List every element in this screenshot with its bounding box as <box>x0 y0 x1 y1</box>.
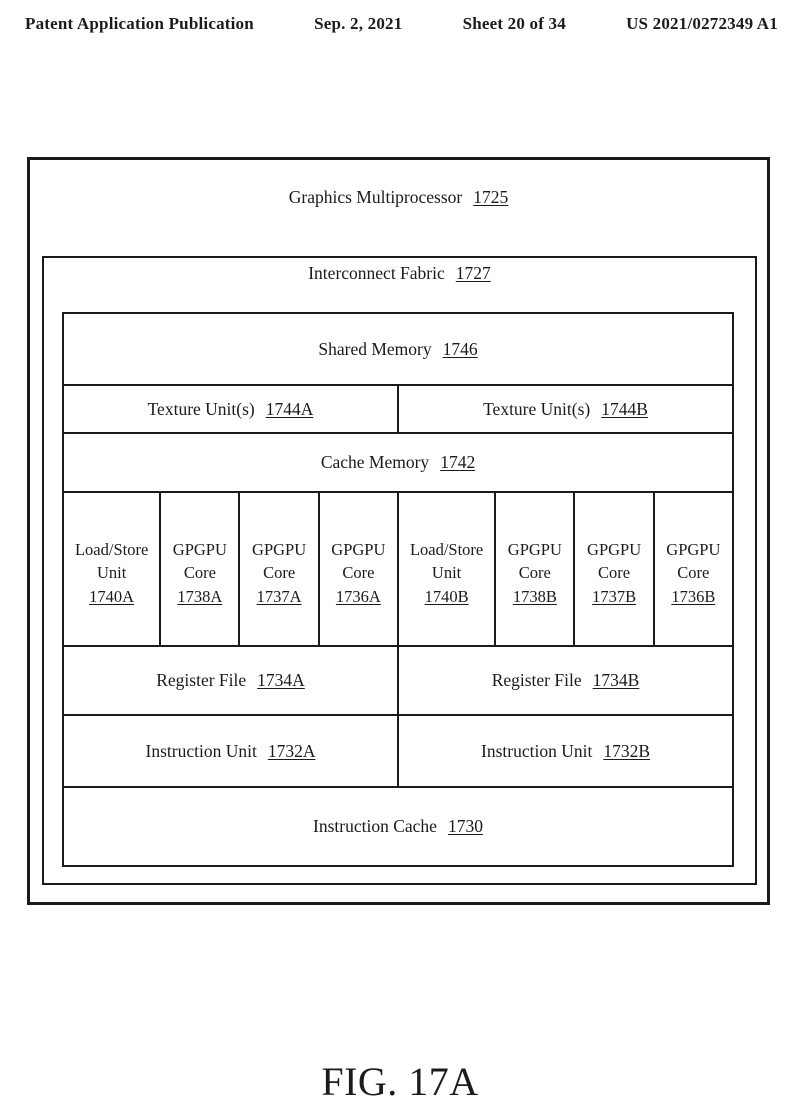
texture-unit-b-ref: 1744B <box>601 398 648 419</box>
graphics-multiprocessor-box <box>27 157 770 905</box>
register-file-b-label: Register File <box>491 670 582 690</box>
instruction-cache-ref: 1730 <box>447 816 483 836</box>
instruction-cache-row <box>64 788 732 865</box>
gpgpu-core-1736b-line1: GPGPU <box>666 539 721 559</box>
memory-stack <box>62 312 734 867</box>
header-sheet: Sheet 20 of 34 <box>462 14 566 33</box>
interconnect-fabric-label: Interconnect Fabric <box>308 263 445 283</box>
gpgpu-core-1737b-line2: Core <box>598 563 631 583</box>
gpgpu-core-1738b-line2: Core <box>518 563 551 583</box>
gpgpu-core-1736a-line2: Core <box>342 563 375 583</box>
shared-memory-cell <box>64 314 732 384</box>
header-publication: Patent Application Publication <box>25 14 254 33</box>
gpgpu-core-1736b-ref: 1736B <box>671 586 716 606</box>
gpgpu-core-1738a-line1: GPGPU <box>172 539 227 559</box>
gpgpu-core-1737a-line2: Core <box>263 563 296 583</box>
register-file-a-label: Register File <box>156 670 247 690</box>
cache-memory-label: Cache Memory <box>320 452 430 472</box>
instruction-unit-a-ref: 1732A <box>267 740 316 761</box>
register-file-b-cell <box>399 647 732 714</box>
load-store-unit-a-line1: Load/Store <box>74 539 149 559</box>
gpgpu-core-1736b-cell <box>655 493 732 645</box>
interconnect-fabric-title <box>44 263 755 284</box>
gpgpu-core-1738a-cell <box>161 493 240 645</box>
gpgpu-core-1736b-line2: Core <box>677 563 710 583</box>
load-store-unit-a-cell <box>64 493 161 645</box>
instruction-unit-b-cell <box>399 716 732 786</box>
register-file-a-ref: 1734A <box>257 670 305 690</box>
instruction-cache-cell <box>64 788 732 865</box>
cache-memory-cell <box>64 434 732 491</box>
load-store-unit-a-line2: Unit <box>96 563 127 583</box>
gpgpu-core-1737a-cell <box>240 493 319 645</box>
texture-units-row <box>64 386 732 434</box>
gpgpu-core-1736a-cell <box>320 493 399 645</box>
cores-row <box>64 493 732 647</box>
load-store-unit-b-line2: Unit <box>431 563 462 583</box>
gpgpu-core-1737b-ref: 1737B <box>592 586 637 606</box>
instruction-unit-a-label: Instruction Unit <box>145 740 257 761</box>
graphics-multiprocessor-ref: 1725 <box>473 187 509 207</box>
gpgpu-core-1738b-cell <box>496 493 575 645</box>
gpgpu-core-1737a-ref: 1737A <box>256 586 302 606</box>
interconnect-fabric-box <box>42 256 757 885</box>
shared-memory-row <box>64 314 732 386</box>
gpgpu-core-1738a-line2: Core <box>183 563 216 583</box>
gpgpu-core-1737b-cell <box>575 493 654 645</box>
texture-unit-b-cell <box>399 386 732 432</box>
instruction-unit-a-cell <box>64 716 399 786</box>
register-file-a-cell <box>64 647 399 714</box>
cache-memory-row <box>64 434 732 493</box>
instruction-units-row <box>64 716 732 788</box>
gpgpu-core-1738a-ref: 1738A <box>177 586 223 606</box>
gpgpu-core-1736a-line1: GPGPU <box>331 539 386 559</box>
load-store-unit-b-ref: 1740B <box>424 586 469 606</box>
shared-memory-label: Shared Memory <box>318 338 432 359</box>
texture-unit-a-ref: 1744A <box>265 398 314 419</box>
gpgpu-core-1738b-ref: 1738B <box>512 586 557 606</box>
register-files-row <box>64 647 732 716</box>
register-file-b-ref: 1734B <box>592 670 640 690</box>
gpgpu-core-1737a-line1: GPGPU <box>252 539 307 559</box>
shared-memory-ref: 1746 <box>442 338 478 359</box>
texture-unit-b-label: Texture Unit(s) <box>483 398 591 419</box>
load-store-unit-b-cell <box>399 493 496 645</box>
gpgpu-core-1738b-line1: GPGPU <box>507 539 562 559</box>
figure-label: FIG. 17A <box>321 1059 479 1104</box>
gpgpu-core-1736a-ref: 1736A <box>335 586 381 606</box>
cache-memory-ref: 1742 <box>440 452 476 472</box>
interconnect-fabric-ref: 1727 <box>455 263 491 283</box>
instruction-unit-b-label: Instruction Unit <box>481 740 593 761</box>
instruction-cache-label: Instruction Cache <box>313 816 437 836</box>
header-date: Sep. 2, 2021 <box>314 14 403 33</box>
graphics-multiprocessor-label: Graphics Multiprocessor <box>288 187 463 207</box>
gpgpu-core-1737b-line1: GPGPU <box>587 539 642 559</box>
page-header <box>25 14 778 34</box>
graphics-multiprocessor-title <box>30 187 767 208</box>
texture-unit-a-label: Texture Unit(s) <box>147 398 255 419</box>
load-store-unit-a-ref: 1740A <box>89 586 135 606</box>
load-store-unit-b-line1: Load/Store <box>409 539 484 559</box>
instruction-unit-b-ref: 1732B <box>603 740 650 761</box>
texture-unit-a-cell <box>64 386 399 432</box>
header-patent-number: US 2021/0272349 A1 <box>626 14 778 33</box>
